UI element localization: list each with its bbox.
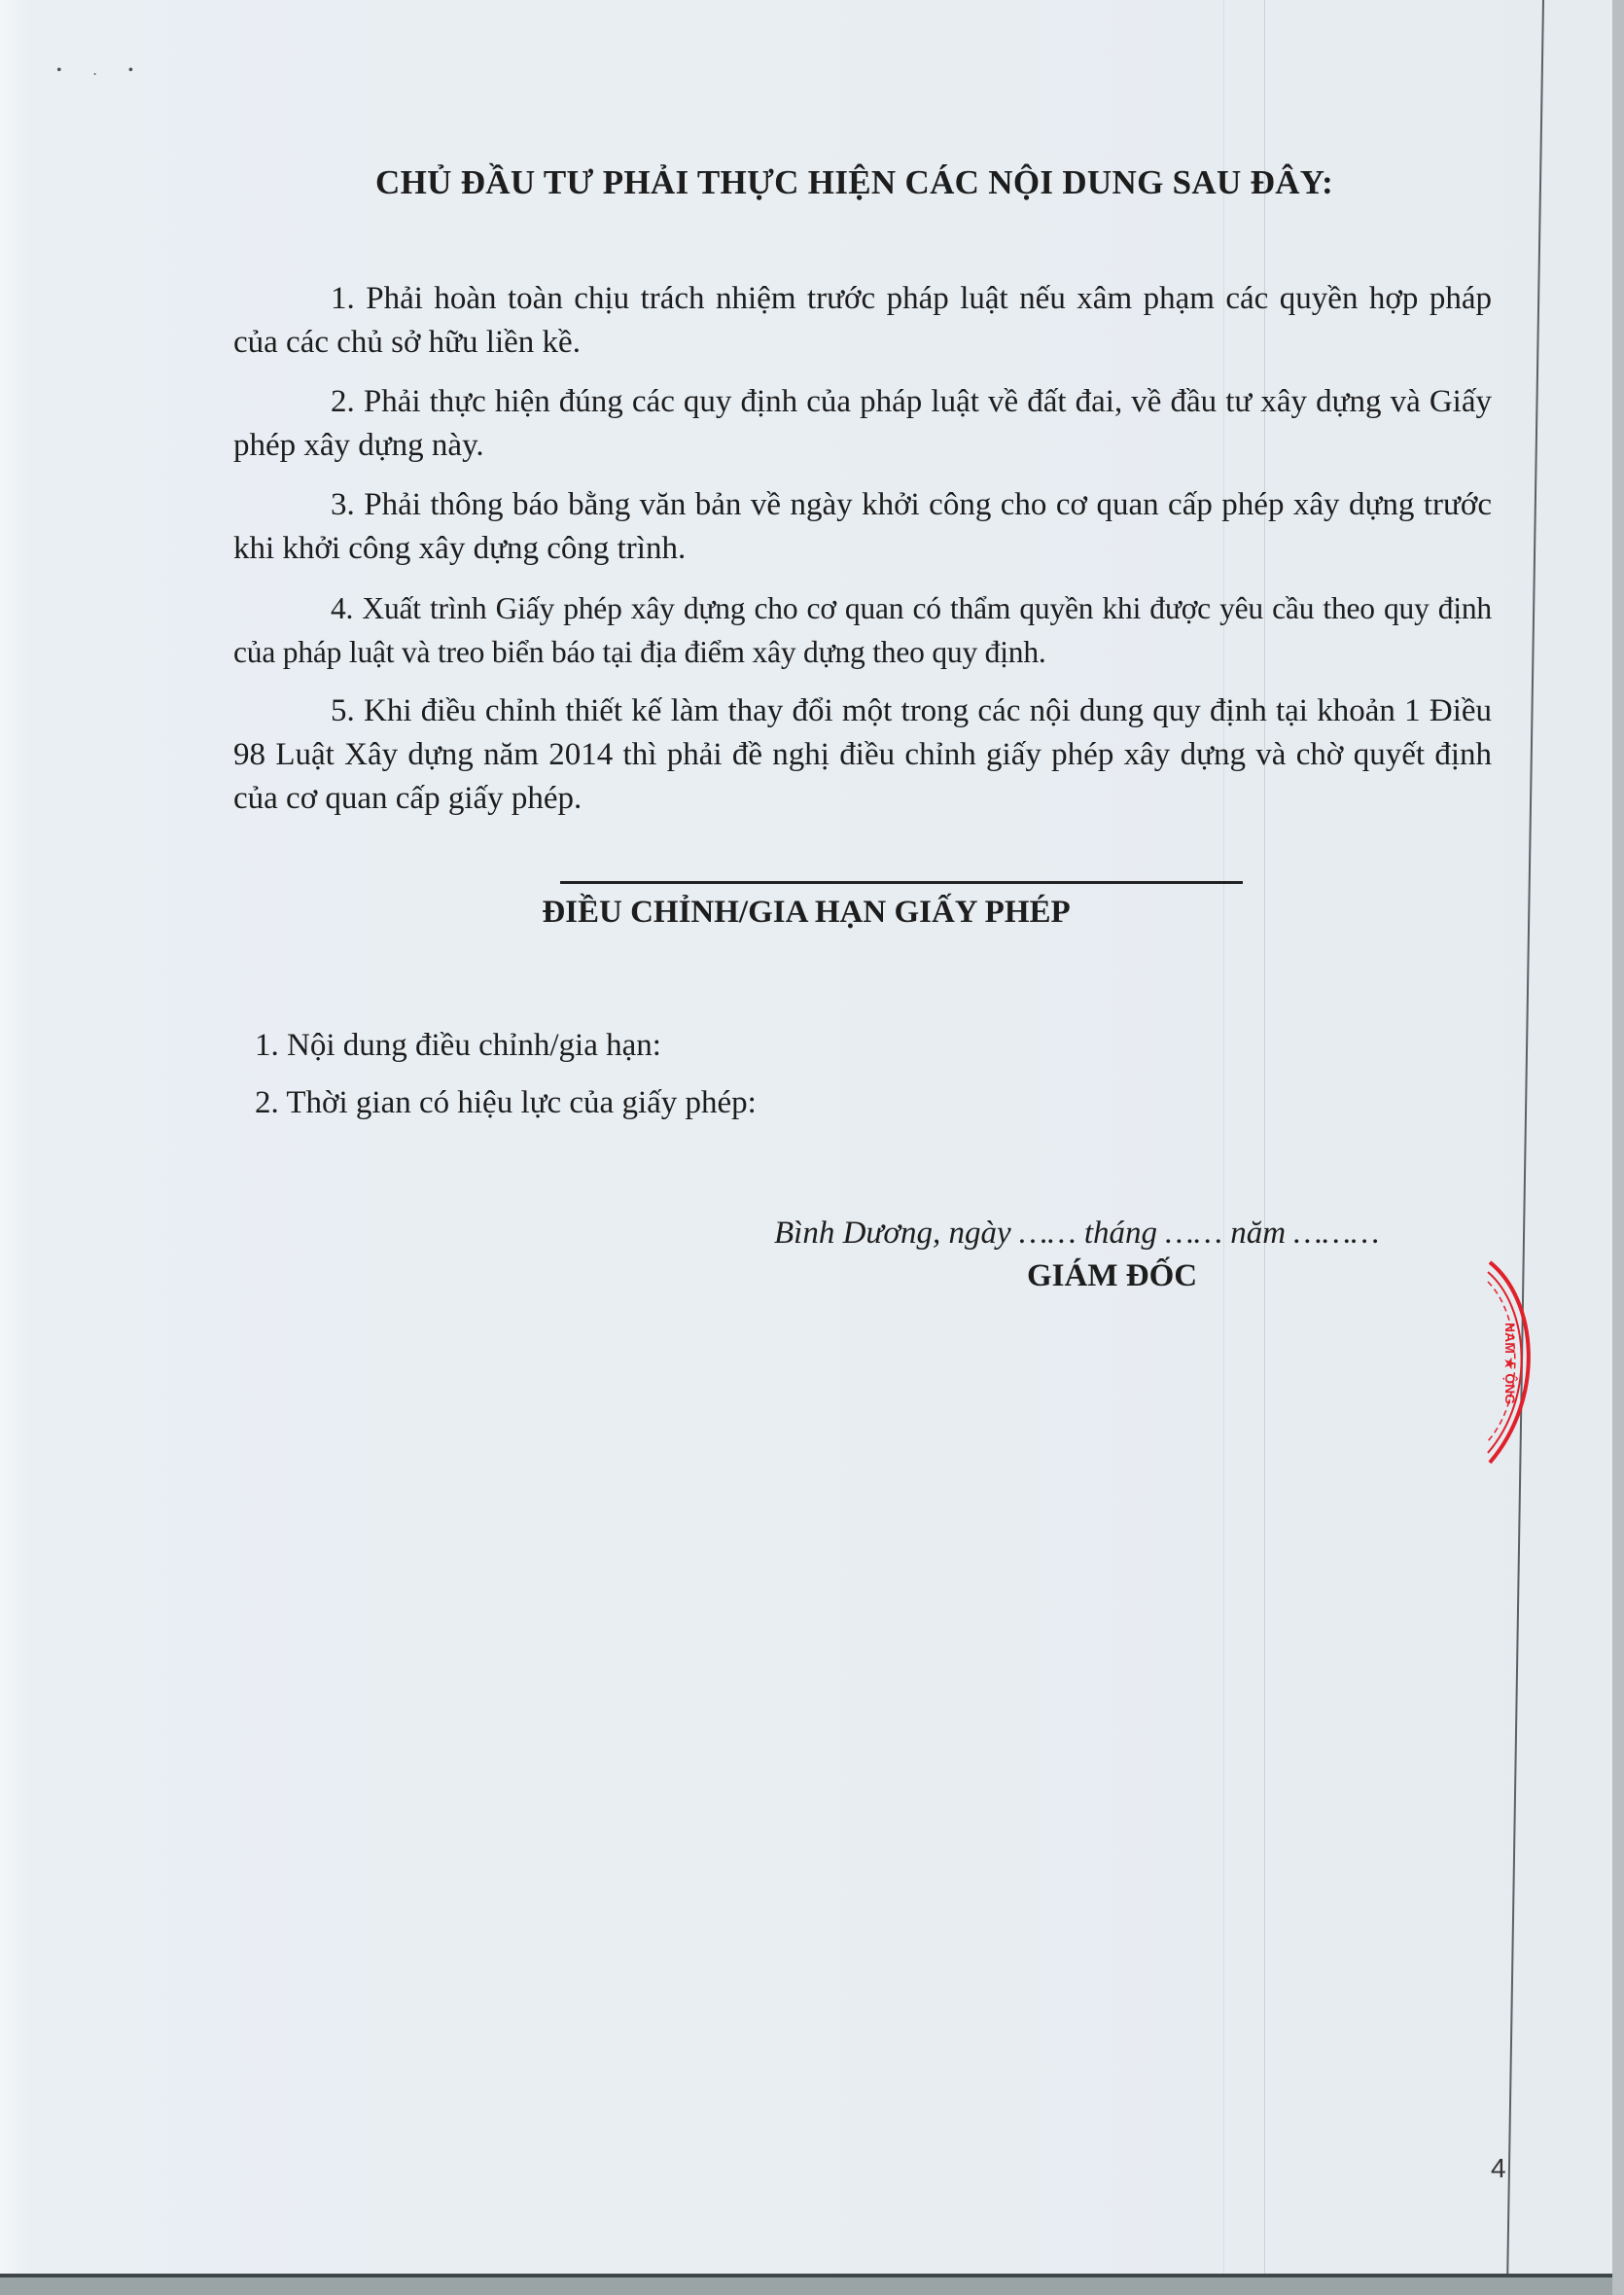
scan-marks: • . • — [56, 62, 148, 79]
signature-date-line: Bình Dương, ngày …… tháng …… năm ……… — [774, 1216, 1380, 1251]
page-number: 4 — [1491, 2153, 1506, 2183]
page-edge-line — [1506, 0, 1544, 2276]
red-seal-stamp-icon — [1486, 1260, 1548, 1466]
item-text: Phải hoàn toàn chịu trách nhiệm trước pháp luật nếu xâm phạm các quyền hợp pháp của các chủ sở hữu liền kề. — [233, 281, 1492, 360]
item-number: 5. — [331, 693, 355, 728]
item-number: 4. — [331, 591, 354, 625]
obligation-item — [233, 586, 1492, 674]
item-number: 2. — [331, 384, 355, 419]
svg-text:NAM ★ ỘNG: NAM ★ ỘNG — [1502, 1323, 1518, 1405]
obligation-item — [233, 483, 1492, 571]
section-heading: ĐIỀU CHỈNH/GIA HẠN GIẤY PHÉP — [542, 895, 1071, 930]
page-title: CHỦ ĐẦU TƯ PHẢI THỰC HIỆN CÁC NỘI DUNG SAU ĐÂY: — [375, 163, 1334, 201]
signer-title: GIÁM ĐỐC — [1027, 1258, 1198, 1293]
obligation-item — [233, 689, 1492, 821]
item-text: Phải thực hiện đúng các quy định của pháp luật về đất đai, về đầu tư xây dựng và Giấy phép xây dựng này. — [233, 384, 1493, 463]
obligation-item — [233, 277, 1492, 365]
page-bottom-edge — [0, 2274, 1624, 2277]
adjustment-item: 1. Nội dung điều chỉnh/gia hạn: — [255, 1028, 661, 1063]
page-right-edge — [1612, 0, 1624, 2295]
item-text: Xuất trình Giấy phép xây dựng cho cơ quan có thẩm quyền khi được yêu cầu theo quy định của pháp luật và treo biển báo tại địa điểm xây dựng theo quy định. — [233, 591, 1492, 669]
section-divider — [560, 881, 1243, 884]
adjustment-item: 2. Thời gian có hiệu lực của giấy phép: — [255, 1085, 757, 1120]
item-number: 3. — [331, 487, 355, 522]
obligation-item — [233, 380, 1492, 468]
item-text: Khi điều chỉnh thiết kế làm thay đổi một trong các nội dung quy định tại khoản 1 Điều 98 Luật Xây dựng năm 2014 thì phải đề nghị điều chỉnh giấy phép xây dựng và chờ quyết định của cơ quan cấp giấy phép. — [233, 693, 1493, 816]
item-text: Phải thông báo bằng văn bản về ngày khởi công cho cơ quan cấp phép xây dựng trước khi khởi công xây dựng công trình. — [233, 487, 1493, 566]
item-number: 1. — [331, 281, 355, 316]
